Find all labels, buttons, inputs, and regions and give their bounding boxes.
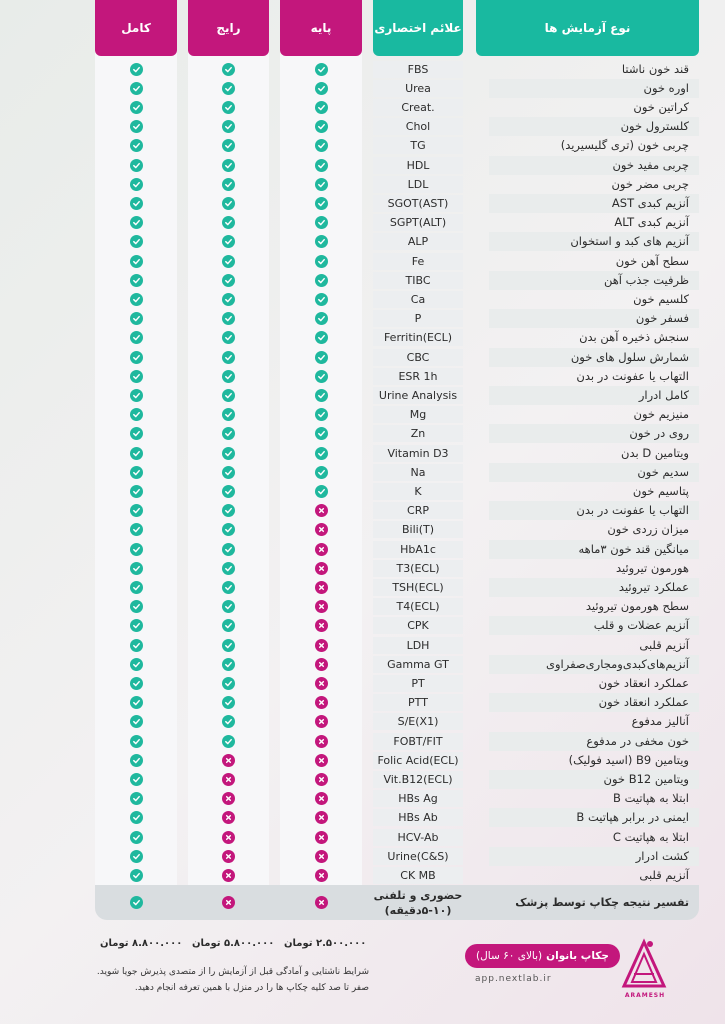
cross-icon: [315, 600, 328, 613]
test-abbreviation: Urea: [373, 80, 463, 97]
test-abbreviation: Mg: [373, 406, 463, 423]
test-abbreviation: Creat.: [373, 99, 463, 116]
check-icon: [130, 715, 143, 728]
test-name: ویتامین B9 (اسید فولیک): [568, 752, 689, 767]
check-icon: [315, 159, 328, 172]
check-icon: [222, 216, 235, 229]
check-icon: [315, 101, 328, 114]
check-icon: [130, 619, 143, 632]
table-row: [95, 789, 699, 808]
test-name: التهاب یا عفونت در بدن: [576, 368, 689, 383]
header-basic: پایه: [280, 0, 362, 56]
check-icon: [315, 485, 328, 498]
test-name: چربی خون (تری گلیسیرید): [560, 138, 689, 153]
package-title: چکاپ بانوان: [546, 950, 609, 962]
table-row: [95, 348, 699, 367]
note-line: صفر تا صد کلیه چکاپ ها را در منزل با همین تعرفه انجام دهید.: [134, 983, 369, 993]
check-icon: [222, 696, 235, 709]
test-abbreviation: CBC: [373, 349, 463, 366]
check-icon: [130, 696, 143, 709]
test-name: روی در خون: [489, 424, 699, 443]
test-abbreviation: T4(ECL): [373, 598, 463, 615]
test-name: آنزیم قلبی: [639, 637, 689, 652]
check-icon: [222, 139, 235, 152]
check-icon: [222, 543, 235, 556]
test-abbreviation: PTT: [373, 694, 463, 711]
check-icon: [222, 197, 235, 210]
test-name: چربی مضر خون: [611, 176, 689, 191]
cross-icon: [315, 696, 328, 709]
table-row: [95, 828, 699, 847]
test-name: ویتامین D بدن: [621, 445, 689, 460]
test-name: کلسیم خون: [633, 291, 689, 306]
test-name: آنالیز مدفوع: [631, 714, 689, 729]
check-icon: [315, 389, 328, 402]
package-title-pill: [465, 944, 620, 968]
test-name: سنجش ذخیره آهن بدن: [579, 330, 689, 345]
check-icon: [130, 562, 143, 575]
check-icon: [130, 370, 143, 383]
cross-icon: [222, 896, 235, 909]
check-icon: [130, 235, 143, 248]
check-icon: [222, 523, 235, 536]
check-icon: [222, 82, 235, 95]
cross-icon: [315, 562, 328, 575]
table-row: [95, 405, 699, 424]
check-icon: [130, 274, 143, 287]
table-row: [95, 655, 699, 674]
check-icon: [315, 82, 328, 95]
check-icon: [130, 82, 143, 95]
test-name: عملکرد تیروئید: [489, 578, 699, 597]
test-name: آنزیم کبدی ALT: [614, 215, 689, 230]
table-row: [95, 847, 699, 866]
table-row: [95, 808, 699, 827]
test-abbreviation: FOBT/FIT: [373, 733, 463, 750]
check-icon: [315, 197, 328, 210]
test-name: خون مخفی در مدفوع: [489, 732, 699, 751]
test-name: ابتلا به هپاتیت C: [612, 829, 689, 844]
check-icon: [130, 159, 143, 172]
check-icon: [222, 389, 235, 402]
check-icon: [222, 581, 235, 594]
price-basic: ۲.۵۰۰.۰۰۰ تومان: [284, 938, 367, 949]
note-line: شرایط ناشتایی و آمادگی قبل از آزمایش را از متصدی پذیرش جویا شوید.: [96, 967, 369, 977]
check-icon: [315, 427, 328, 440]
test-name: فسفر خون: [489, 309, 699, 328]
table-row: [95, 559, 699, 578]
check-icon: [222, 735, 235, 748]
test-abbreviation: HBs Ag: [373, 790, 463, 807]
check-icon: [222, 274, 235, 287]
check-icon: [222, 466, 235, 479]
table-row: [95, 367, 699, 386]
check-icon: [130, 523, 143, 536]
cross-icon: [315, 715, 328, 728]
test-abbreviation: Vit.B12(ECL): [373, 771, 463, 788]
test-abbreviation: Chol: [373, 118, 463, 135]
check-icon: [315, 312, 328, 325]
table-row: [95, 156, 699, 175]
test-abbreviation: TG: [373, 137, 463, 154]
check-icon: [130, 139, 143, 152]
table-row: [95, 213, 699, 232]
table-row: [95, 463, 699, 482]
cross-icon: [222, 831, 235, 844]
check-icon: [130, 600, 143, 613]
table-row: [95, 578, 699, 597]
table-row: [95, 770, 699, 789]
cross-icon: [315, 581, 328, 594]
check-icon: [130, 831, 143, 844]
test-abbreviation: HbA1c: [373, 541, 463, 558]
table-row: [95, 271, 699, 290]
test-abbreviation: Gamma GT: [373, 656, 463, 673]
check-icon: [222, 370, 235, 383]
cross-icon: [315, 811, 328, 824]
check-icon: [222, 485, 235, 498]
header-common: رایج: [188, 0, 269, 56]
test-name: ویتامین B12 خون: [489, 770, 699, 789]
check-icon: [130, 63, 143, 76]
package-subtitle: (بالای ۶۰ سال): [476, 950, 543, 962]
check-icon: [222, 600, 235, 613]
website-url[interactable]: app.nextlab.ir: [475, 974, 552, 984]
test-abbreviation: Ferritin(ECL): [373, 329, 463, 346]
check-icon: [130, 427, 143, 440]
table-row: [95, 732, 699, 751]
check-icon: [222, 159, 235, 172]
test-name: التهاب یا عفونت در بدن: [489, 501, 699, 520]
table-row: [95, 444, 699, 463]
check-icon: [130, 658, 143, 671]
test-abbreviation: SGOT(AST): [373, 195, 463, 212]
table-row: [95, 636, 699, 655]
check-icon: [130, 331, 143, 344]
test-abbreviation: HCV-Ab: [373, 829, 463, 846]
check-icon: [315, 331, 328, 344]
cross-icon: [222, 773, 235, 786]
cross-icon: [315, 619, 328, 632]
test-name: کراتین خون: [633, 99, 689, 114]
notes: [97, 964, 369, 996]
check-icon: [222, 235, 235, 248]
header-abbreviation: علائم اختصاری: [373, 0, 463, 56]
table-row: [95, 540, 699, 559]
cross-icon: [315, 792, 328, 805]
test-name: عملکرد انعقاد خون: [489, 693, 699, 712]
header-complete: کامل: [95, 0, 177, 56]
cross-icon: [315, 523, 328, 536]
check-icon: [130, 120, 143, 133]
check-icon: [130, 850, 143, 863]
check-icon: [222, 101, 235, 114]
check-icon: [130, 101, 143, 114]
test-abbreviation: Vitamin D3: [373, 445, 463, 462]
check-icon: [315, 466, 328, 479]
check-icon: [130, 869, 143, 882]
check-icon: [130, 255, 143, 268]
cross-icon: [315, 543, 328, 556]
check-icon: [315, 139, 328, 152]
cross-icon: [315, 754, 328, 767]
table-row: [95, 616, 699, 635]
check-icon: [222, 293, 235, 306]
test-abbreviation: LDH: [373, 637, 463, 654]
check-icon: [130, 293, 143, 306]
check-icon: [222, 351, 235, 364]
table-row: [95, 60, 699, 79]
cross-icon: [222, 869, 235, 882]
check-icon: [315, 408, 328, 421]
check-icon: [222, 255, 235, 268]
test-abbreviation: TIBC: [373, 272, 463, 289]
test-name: کامل ادرار: [489, 386, 699, 405]
footer-row-name: تفسیر نتیجه چکاپ توسط پزشک: [515, 896, 689, 909]
check-icon: [130, 485, 143, 498]
test-abbreviation: CK MB: [373, 867, 463, 884]
check-icon: [315, 274, 328, 287]
test-abbreviation: Bili(T): [373, 521, 463, 538]
test-name: ایمنی در برابر هپاتیت B: [489, 808, 699, 827]
check-icon: [222, 619, 235, 632]
price-common: ۵.۸۰۰.۰۰۰ تومان: [192, 938, 275, 949]
test-abbreviation: CPK: [373, 617, 463, 634]
aramesh-logo-icon: [620, 938, 668, 990]
check-icon: [222, 677, 235, 690]
test-abbreviation: LDL: [373, 176, 463, 193]
cross-icon: [315, 504, 328, 517]
check-icon: [130, 543, 143, 556]
table-row: [95, 98, 699, 117]
test-name: آنزیم‌های‌کبدی‌ومجاری‌صفراوی: [489, 655, 699, 674]
check-icon: [315, 120, 328, 133]
test-name: اوره خون: [489, 79, 699, 98]
table-row: [95, 674, 699, 693]
test-abbreviation: K: [373, 483, 463, 500]
test-abbreviation: Folic Acid(ECL): [373, 752, 463, 769]
table-row: [95, 136, 699, 155]
check-icon: [222, 447, 235, 460]
test-name: کلسترول خون: [489, 117, 699, 136]
check-icon: [130, 504, 143, 517]
check-icon: [222, 658, 235, 671]
table-row: [95, 194, 699, 213]
cross-icon: [315, 735, 328, 748]
check-icon: [222, 562, 235, 575]
table-row: [95, 712, 699, 731]
test-abbreviation: S/E(X1): [373, 713, 463, 730]
check-icon: [315, 255, 328, 268]
check-icon: [130, 447, 143, 460]
table-row: [95, 175, 699, 194]
check-icon: [130, 792, 143, 805]
check-icon: [130, 581, 143, 594]
check-icon: [315, 235, 328, 248]
table-row: [95, 501, 699, 520]
test-abbreviation: Fe: [373, 253, 463, 270]
table-row: [95, 597, 699, 616]
test-abbreviation: Na: [373, 464, 463, 481]
logo-name: ARAMESH: [624, 992, 666, 999]
test-name: چربی مفید خون: [489, 156, 699, 175]
check-icon: [130, 389, 143, 402]
test-name: ابتلا به هپاتیت B: [613, 791, 689, 806]
check-icon: [130, 178, 143, 191]
table-row: [95, 309, 699, 328]
test-name: ظرفیت جذب آهن: [489, 271, 699, 290]
check-icon: [222, 120, 235, 133]
test-name: قند خون ناشتا: [621, 61, 689, 76]
table-row: [95, 751, 699, 770]
footer-row-abbr-line1: حضوری و تلفنی: [373, 889, 463, 902]
table-row: [95, 117, 699, 136]
header-test-type: نوع آزمایش ها: [476, 0, 699, 56]
cross-icon: [222, 850, 235, 863]
test-name: پتاسیم خون: [632, 483, 689, 498]
cross-icon: [315, 850, 328, 863]
footer-row-abbr-line2: (۵-۱۰دقیقه): [384, 904, 452, 917]
check-icon: [222, 715, 235, 728]
check-icon: [222, 639, 235, 652]
table-row: [95, 386, 699, 405]
cross-icon: [222, 811, 235, 824]
test-name: شمارش سلول های خون: [489, 348, 699, 367]
cross-icon: [315, 773, 328, 786]
check-icon: [315, 216, 328, 229]
cross-icon: [315, 896, 328, 909]
check-icon: [222, 331, 235, 344]
table-row: [95, 482, 699, 501]
test-abbreviation: TSH(ECL): [373, 579, 463, 596]
test-abbreviation: ESR 1h: [373, 368, 463, 385]
checkup-table: [95, 0, 699, 920]
test-name: میانگین قند خون ۳ماهه: [489, 540, 699, 559]
table-row: [95, 424, 699, 443]
check-icon: [315, 178, 328, 191]
test-abbreviation: Zn: [373, 425, 463, 442]
check-icon: [222, 312, 235, 325]
table-row: [95, 252, 699, 271]
check-icon: [130, 735, 143, 748]
table-row: [95, 693, 699, 712]
test-name: سدیم خون: [489, 463, 699, 482]
cross-icon: [222, 792, 235, 805]
check-icon: [130, 773, 143, 786]
price-complete: ۸.۸۰۰.۰۰۰ تومان: [100, 938, 183, 949]
check-icon: [315, 370, 328, 383]
check-icon: [130, 466, 143, 479]
check-icon: [130, 197, 143, 210]
test-abbreviation: T3(ECL): [373, 560, 463, 577]
check-icon: [222, 178, 235, 191]
cross-icon: [315, 658, 328, 671]
cross-icon: [315, 831, 328, 844]
table-row: [95, 232, 699, 251]
check-icon: [130, 312, 143, 325]
check-icon: [222, 63, 235, 76]
test-name: میزان زردی خون: [607, 522, 689, 537]
cross-icon: [315, 639, 328, 652]
table-row: [95, 520, 699, 539]
test-abbreviation: PT: [373, 675, 463, 692]
test-name: آنزیم قلبی: [639, 867, 689, 882]
cross-icon: [222, 754, 235, 767]
test-abbreviation: Urine Analysis: [373, 387, 463, 404]
table-row: [95, 328, 699, 347]
test-name: آنزیم عضلات و قلب: [489, 616, 699, 635]
check-icon: [130, 216, 143, 229]
check-icon: [315, 351, 328, 364]
check-icon: [130, 754, 143, 767]
table-row: [95, 79, 699, 98]
test-abbreviation: SGPT(ALT): [373, 214, 463, 231]
test-name: هورمون تیروئید: [615, 560, 689, 575]
test-name: آنزیم های کبد و استخوان: [489, 232, 699, 251]
test-abbreviation: CRP: [373, 502, 463, 519]
test-abbreviation: Ca: [373, 291, 463, 308]
table-row: [95, 866, 699, 885]
check-icon: [130, 351, 143, 364]
test-name: سطح آهن خون: [615, 253, 689, 268]
test-abbreviation: P: [373, 310, 463, 327]
test-name: آنزیم کبدی AST: [489, 194, 699, 213]
check-icon: [315, 447, 328, 460]
check-icon: [222, 504, 235, 517]
test-abbreviation: Urine(C&S): [373, 848, 463, 865]
check-icon: [130, 896, 143, 909]
cross-icon: [315, 677, 328, 690]
test-name: عملکرد انعقاد خون: [598, 675, 689, 690]
test-abbreviation: HBs Ab: [373, 809, 463, 826]
check-icon: [222, 427, 235, 440]
check-icon: [130, 639, 143, 652]
test-abbreviation: ALP: [373, 233, 463, 250]
check-icon: [315, 63, 328, 76]
test-abbreviation: HDL: [373, 157, 463, 174]
test-abbreviation: FBS: [373, 61, 463, 78]
cross-icon: [315, 869, 328, 882]
test-name: سطح هورمون تیروئید: [585, 599, 689, 614]
check-icon: [130, 677, 143, 690]
check-icon: [130, 408, 143, 421]
check-icon: [222, 408, 235, 421]
check-icon: [130, 811, 143, 824]
table-row: [95, 290, 699, 309]
test-name: منیزیم خون: [633, 407, 689, 422]
check-icon: [315, 293, 328, 306]
test-name: کشت ادرار: [489, 847, 699, 866]
brand-block: [465, 940, 625, 984]
